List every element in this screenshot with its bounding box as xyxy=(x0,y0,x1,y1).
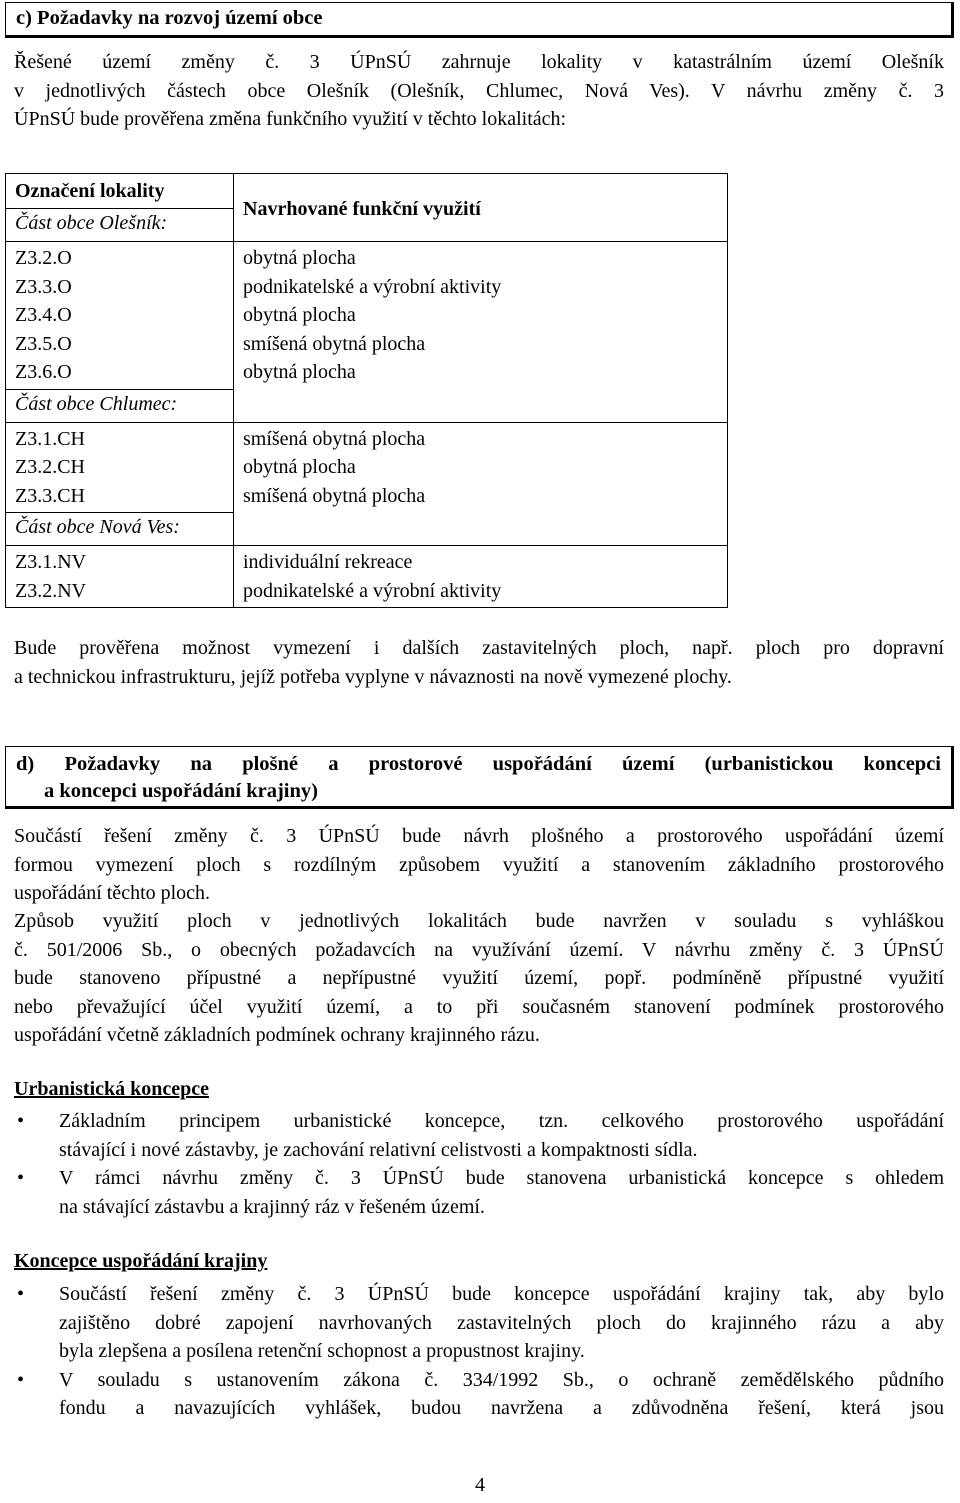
urban-concept-heading: Urbanistická koncepce xyxy=(14,1078,209,1100)
text-line: ÚPnSÚ bude prověřena změna funkčního využití v těchto lokalitách: xyxy=(14,108,567,130)
table-uses-cell xyxy=(234,422,728,546)
text-line: Součástí řešení změny č. 3 ÚPnSÚ bude návrh plošného a prostorového uspořádání území xyxy=(14,825,944,847)
locality-code: Z3.3.CH xyxy=(15,484,85,507)
text-line: uspořádání včetně základních podmínek ochrany krajinného rázu. xyxy=(14,1024,540,1046)
text-line: zajištěno dobré zapojení navrhovaných zastavitelných ploch do krajinného rázu a aby xyxy=(59,1311,944,1334)
list-item xyxy=(14,1280,944,1366)
table-codes-cell xyxy=(6,422,234,513)
section-c-heading: c) Požadavky na rozvoj území obce xyxy=(5,2,954,38)
landscape-concept-heading: Koncepce uspořádání krajiny xyxy=(14,1250,268,1272)
text-line: v jednotlivých částech obce Olešník (Olešník, Chlumec, Nová Ves). V návrhu změny č. 3 xyxy=(14,79,944,102)
bullet-icon: • xyxy=(17,1368,25,1391)
locality-use: podnikatelské a výrobní aktivity xyxy=(243,579,502,602)
locality-code: Z3.2.O xyxy=(15,247,72,269)
text-line: byla zlepšena a posílena retenční schopnost a propustnost krajiny. xyxy=(59,1340,585,1362)
locality-code: Z3.2.NV xyxy=(15,579,87,602)
text-line: stávající i nové zástavby, je zachování relativní celistvosti a kompaktnosti sídla. xyxy=(59,1138,698,1161)
text-line: uspořádání těchto ploch. xyxy=(14,882,211,904)
bullet-icon: • xyxy=(17,1283,25,1305)
text-line: nebo převažující účel využití území, a to při současném stanovení podmínek prostorového xyxy=(14,995,944,1018)
section-d-para1 xyxy=(14,822,944,908)
locality-use: obytná plocha xyxy=(243,456,356,478)
text-line: formou vymezení ploch s rozdílným způsobem využití a stanovením základního prostorového xyxy=(14,853,944,876)
table-group-title: Část obce Nová Ves: xyxy=(6,513,234,546)
urban-concept-list xyxy=(14,1107,944,1221)
text-line: Bude prověřena možnost vymezení i dalších zastavitelných ploch, např. ploch pro dopravní xyxy=(14,637,944,659)
table-codes-cell xyxy=(6,242,234,390)
landscape-concept-list xyxy=(14,1280,944,1423)
locality-code: Z3.1.NV xyxy=(15,551,87,573)
list-item xyxy=(14,1107,944,1164)
bullet-icon: • xyxy=(17,1110,25,1132)
text-line: V rámci návrhu změny č. 3 ÚPnSÚ bude stanovena urbanistická koncepce s ohledem xyxy=(59,1167,944,1189)
locality-table xyxy=(5,173,728,608)
text-line: Součástí řešení změny č. 3 ÚPnSÚ bude koncepce uspořádání krajiny tak, aby bylo xyxy=(59,1283,944,1305)
section-c-after-table xyxy=(14,634,944,691)
locality-use: podnikatelské a výrobní aktivity xyxy=(243,275,502,298)
section-d-heading xyxy=(5,746,954,809)
table-group-title: Část obce Olešník: xyxy=(6,209,234,242)
locality-use: obytná plocha xyxy=(243,304,356,326)
locality-code: Z3.1.CH xyxy=(15,427,85,450)
section-c-intro xyxy=(14,48,944,134)
locality-use: smíšená obytná plocha xyxy=(243,484,426,507)
table-header-function: Navrhované funkční využití xyxy=(234,174,728,242)
text-line: a technickou infrastrukturu, jejíž potřeba vyplyne v návaznosti na nově vymezené plochy. xyxy=(14,665,732,688)
locality-use: smíšená obytná plocha xyxy=(243,332,426,355)
list-item xyxy=(14,1164,944,1221)
locality-use: obytná plocha xyxy=(243,247,356,269)
table-header-designation: Označení lokality xyxy=(6,174,234,209)
text-line: V souladu s ustanovením zákona č. 334/1992 Sb., o ochraně zemědělského půdního xyxy=(59,1368,944,1391)
text-line: Řešené území změny č. 3 ÚPnSÚ zahrnuje lokality v katastrálním území Olešník xyxy=(14,51,944,73)
table-codes-cell xyxy=(6,546,234,608)
text-line: na stávající zástavbu a krajinný ráz v řešeném území. xyxy=(59,1195,485,1218)
heading-line: d) Požadavky na plošné a prostorové uspořádání území (urbanistickou koncepci xyxy=(16,753,941,775)
list-item xyxy=(14,1366,944,1423)
bullet-icon: • xyxy=(17,1167,25,1189)
locality-use: obytná plocha xyxy=(243,361,356,383)
table-group-title: Část obce Chlumec: xyxy=(6,389,234,422)
locality-code: Z3.6.O xyxy=(15,361,72,383)
table-uses-cell xyxy=(234,546,728,608)
locality-code: Z3.4.O xyxy=(15,304,72,326)
locality-use: smíšená obytná plocha xyxy=(243,427,426,450)
heading-line: a koncepci uspořádání krajiny) xyxy=(44,780,318,802)
locality-use: individuální rekreace xyxy=(243,551,413,573)
locality-code: Z3.3.O xyxy=(15,275,72,298)
text-line: č. 501/2006 Sb., o obecných požadavcích na využívání území. V návrhu změny č. 3 ÚPnSÚ xyxy=(14,938,944,961)
text-line: Základním principem urbanistické koncepce, tzn. celkového prostorového uspořádání xyxy=(59,1110,944,1132)
text-line: fondu a navazujících vyhlášek, budou navržena a zdůvodněna řešení, která jsou xyxy=(59,1397,944,1419)
page-number: 4 xyxy=(475,1474,485,1496)
section-d-para2 xyxy=(14,907,944,1050)
locality-code: Z3.2.CH xyxy=(15,456,85,478)
text-line: bude stanoveno přípustné a nepřípustné využití území, popř. podmíněně přípustné využití xyxy=(14,967,944,989)
table-uses-cell xyxy=(234,242,728,423)
text-line: Způsob využití ploch v jednotlivých lokalitách bude navržen v souladu s vyhláškou xyxy=(14,910,944,932)
locality-code: Z3.5.O xyxy=(15,332,72,355)
